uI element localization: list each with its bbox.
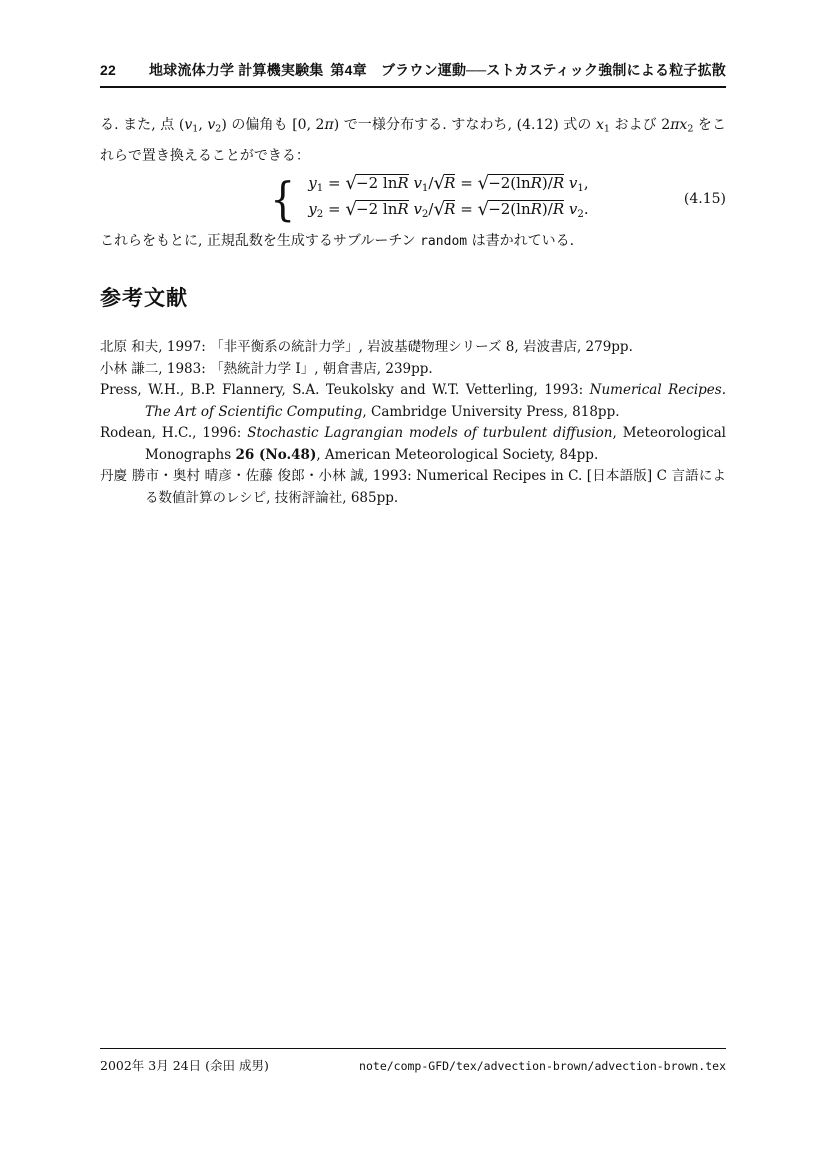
equation-line-1: y1 = √−2 lnR v1/√R = √−2(lnR)/R v1, [308, 173, 589, 195]
book-title: 地球流体力学 計算機実験集 [148, 62, 324, 78]
reference-item: 北原 和夫, 1997: 「非平衡系の統計力学」, 岩波基礎物理シリーズ 8, 岩波書店, 279pp. [100, 339, 633, 356]
chapter-title: 第4章 ブラウン運動──ストカスティック強制による粒子拡散 [330, 62, 726, 78]
equation-lines [308, 173, 588, 225]
reference-item: 小林 謙二, 1983: 「熱統計力学 I」, 朝倉書店, 239pp. [100, 360, 433, 377]
page-header [100, 60, 726, 88]
references-list [100, 337, 726, 509]
equation-line-2: y2 = √−2 lnR v2/√R = √−2(lnR)/R v2. [308, 199, 589, 220]
page-content [100, 112, 726, 509]
equation-4-15 [100, 173, 726, 225]
page-footer [100, 1048, 726, 1074]
body-paragraph-2: これらをもとに, 正規乱数を生成するサブルーチン random は書かれている. [100, 233, 575, 250]
page-number: 22 [100, 62, 116, 78]
footer-date: 2002年 3月 24日 (余田 成男) [100, 1058, 269, 1073]
left-brace: { [270, 171, 296, 226]
reference-item: 丹慶 勝市・奥村 晴彦・佐藤 俊郎・小林 誠, 1993: Numerical Recipes in C. [日本語版] C 言語による数値計算のレシピ, 技術評論社, 685pp. [100, 468, 726, 506]
equation-number: (4.15) [683, 190, 726, 207]
reference-item: Press, W.H., B.P. Flannery, S.A. Teukolsky and W.T. Vetterling, 1993: Numerical Recipes. The Art of Scientific Computing, Cambridge University Press, 818pp. [100, 382, 727, 420]
body-paragraph-1: る. また, 点 (v1, v2) の偏角も [0, 2π) で一様分布する. すなわち, (4.12) 式の x1 および 2πx2 をこれらで置き換えることができる： [100, 117, 727, 164]
reference-item: Rodean, H.C., 1996: Stochastic Lagrangian models of turbulent diffusion, Meteorological Monographs 26 (No.48), American Meteorological Society, 84pp. [100, 425, 726, 463]
references-heading: 参考文献 [100, 287, 188, 311]
footer-path: note/comp-GFD/tex/advection-brown/advection-brown.tex [359, 1059, 726, 1073]
